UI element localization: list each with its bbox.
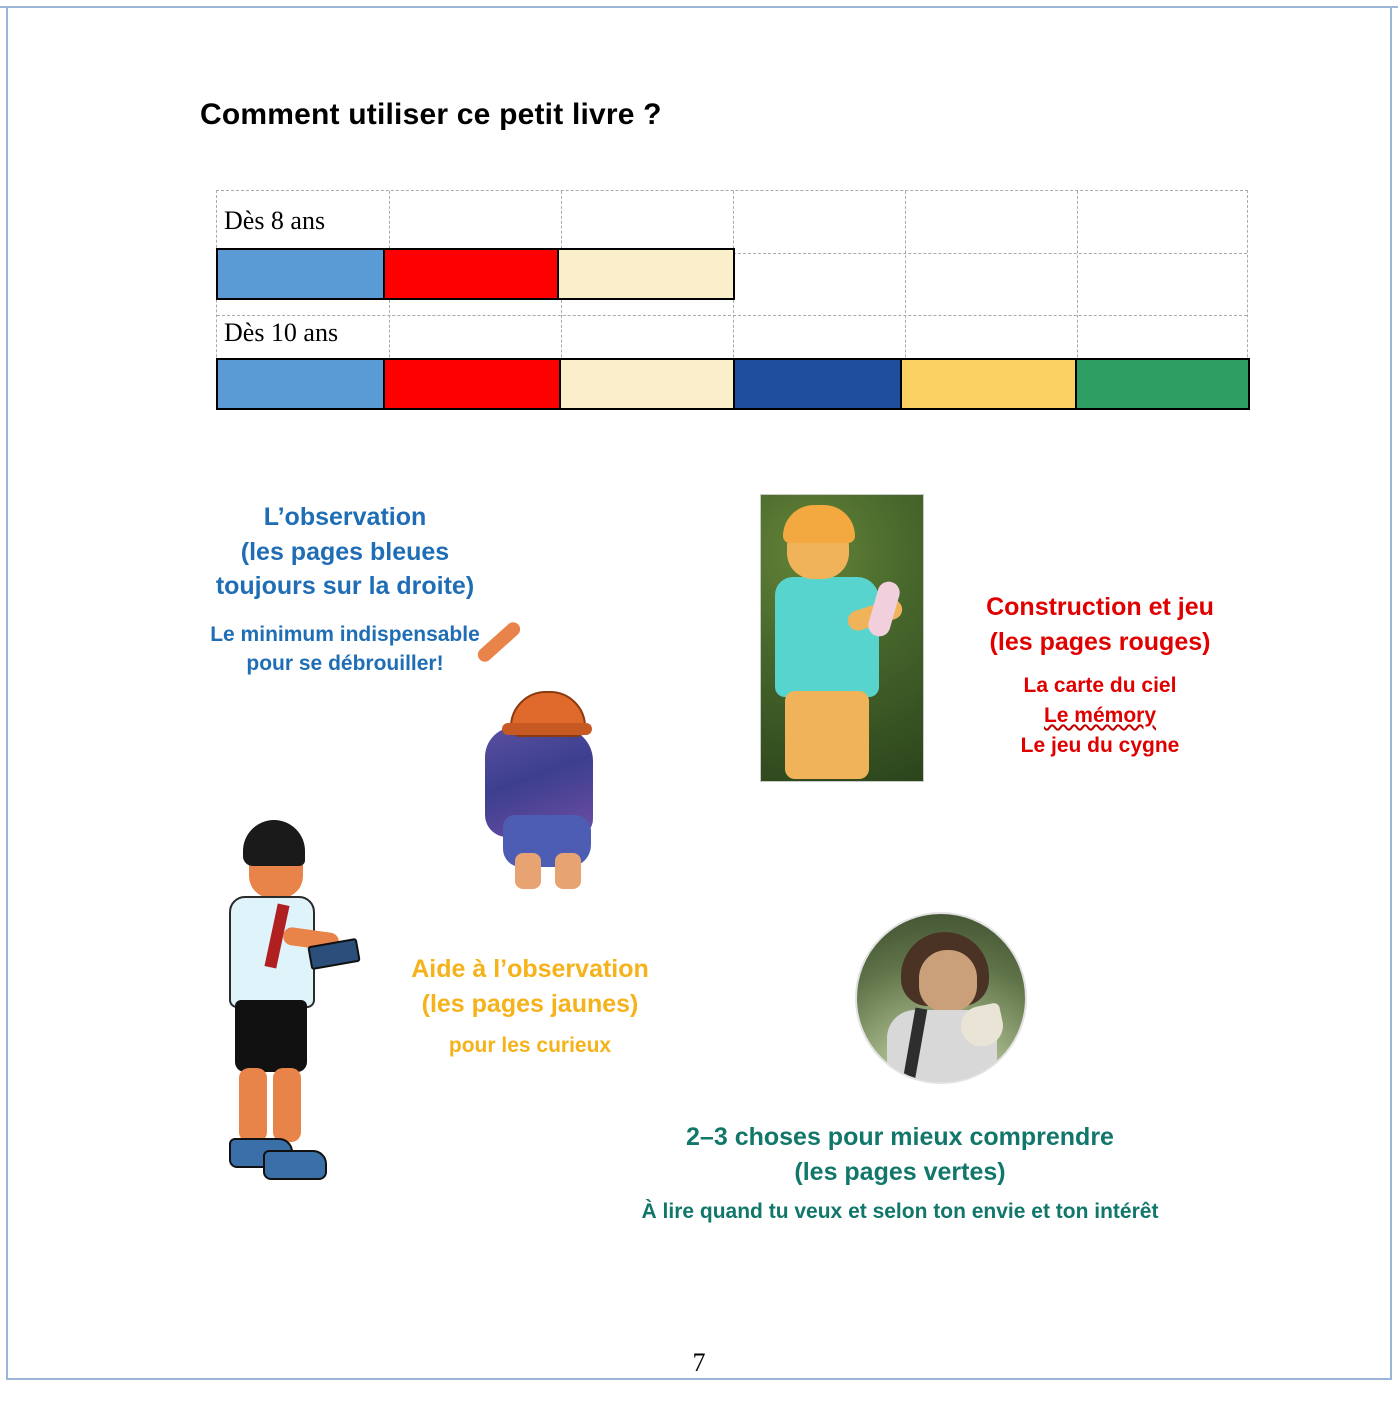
woman-observing-photo — [855, 912, 1027, 1084]
legend-segment-bleu — [218, 360, 385, 408]
callout-comprendre-sub1: À lire quand tu veux et selon ton envie et ton intérêt — [641, 1200, 1159, 1223]
page-number: 7 — [692, 1348, 706, 1377]
callout-aide-line2: (les pages jaunes) — [421, 989, 639, 1018]
callout-construction-sub3: Le jeu du cygne — [1020, 733, 1180, 757]
legend-segment-rouge — [385, 250, 560, 298]
legend-bar-10ans — [216, 358, 1250, 410]
callout-observation-line2: (les pages bleues — [240, 537, 450, 566]
legend-segment-vert — [1077, 360, 1248, 408]
legend-segment-bleu — [218, 250, 385, 298]
page-border-top — [0, 6, 1398, 8]
callout-construction-sub1: La carte du ciel — [1023, 674, 1177, 697]
boy-with-tablet-illustration — [205, 820, 355, 1195]
page-title: Comment utiliser ce petit livre ? — [200, 98, 662, 131]
callout-construction-line2: (les pages rouges) — [989, 627, 1211, 656]
callout-construction-line1: Construction et jeu — [986, 593, 1214, 621]
page-border-bottom — [6, 1378, 1392, 1380]
callout-comprendre — [500, 1120, 1300, 1227]
callout-observation-sub1: Le minimum indispensable — [210, 622, 480, 646]
legend-segment-creme — [559, 250, 733, 298]
legend-segment-bleu-fonce — [735, 360, 902, 408]
legend-row-label-8ans: Dès 8 ans — [224, 206, 326, 235]
callout-construction-sub2: Le mémory — [1043, 703, 1157, 727]
callout-aide-line1: Aide à l’observation — [411, 955, 649, 983]
callout-aide-sub1: pour les curieux — [448, 1034, 612, 1057]
legend-bar-8ans — [216, 248, 735, 300]
legend-segment-jaune — [902, 360, 1076, 408]
legend-row-label-10ans: Dès 10 ans — [224, 318, 339, 347]
callout-construction — [930, 590, 1270, 760]
legend-segment-rouge — [385, 360, 560, 408]
page-border-right — [1390, 6, 1392, 1380]
child-with-feather-photo — [760, 494, 924, 782]
callout-aide-observation — [360, 952, 700, 1061]
callout-comprendre-line2: (les pages vertes) — [794, 1157, 1006, 1186]
callout-observation-line1: L’observation — [263, 503, 427, 531]
page-border-left — [6, 6, 8, 1380]
legend-segment-creme — [561, 360, 735, 408]
boy-with-cap-illustration — [455, 615, 600, 890]
callout-observation-line3: toujours sur la droite) — [215, 572, 475, 600]
callout-comprendre-line1: 2–3 choses pour mieux comprendre — [686, 1123, 1114, 1151]
legend-table — [216, 190, 1248, 402]
callout-observation-sub2: pour se débrouiller! — [246, 652, 444, 676]
